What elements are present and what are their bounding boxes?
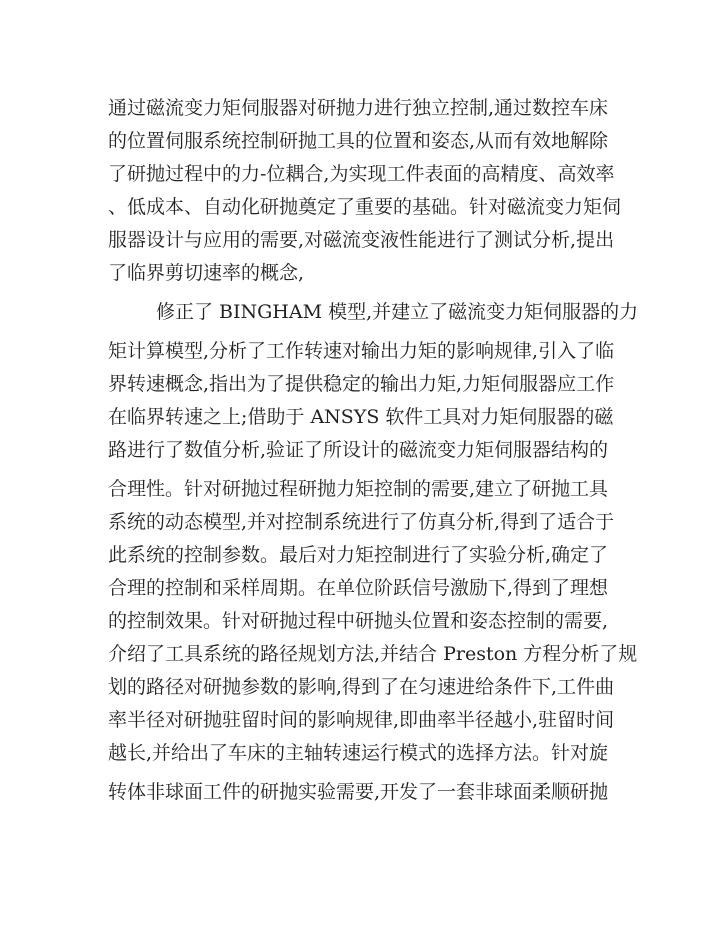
text-line-13: 系统的动态模型,并对控制系统进行了仿真分析,得到了适合于 bbox=[108, 511, 615, 533]
text-line-12: 合理性。针对研抛过程研抛力矩控制的需要,建立了研抛工具 bbox=[108, 478, 609, 500]
text-line-10: 在临界转速之上;借助于 ANSYS 软件工具对力矩伺服器的磁 bbox=[108, 406, 614, 428]
text-line-14: 此系统的控制参数。最后对力矩控制进行了实验分析,确定了 bbox=[108, 544, 609, 566]
text-line-9: 界转速概念,指出为了提供稳定的输出力矩,力矩伺服器应工作 bbox=[108, 373, 615, 395]
text-line-5: 服器设计与应用的需要,对磁流变液性能进行了测试分析,提出 bbox=[108, 229, 615, 251]
text-line-18: 划的路径对研抛参数的影响,得到了在匀速进给条件下,工件曲 bbox=[108, 676, 615, 698]
text-line-15: 合理的控制和采样周期。在单位阶跃信号激励下,得到了理想 bbox=[108, 577, 609, 599]
text-line-7: 修正了 BINGHAM 模型,并建立了磁流变力矩伺服器的力 bbox=[156, 301, 639, 323]
text-line-20: 越长,并给出了车床的主轴转速运行模式的选择方法。针对旋 bbox=[108, 742, 609, 764]
text-line-4: 、低成本、自动化研抛奠定了重要的基础。针对磁流变力矩伺 bbox=[108, 196, 622, 218]
text-line-21: 转体非球面工件的研抛实验需要,开发了一套非球面柔顺研抛 bbox=[108, 781, 609, 803]
text-line-1: 通过磁流变力矩伺服器对研抛力进行独立控制,通过数控车床 bbox=[108, 97, 609, 119]
text-line-11: 路进行了数值分析,验证了所设计的磁流变力矩伺服器结构的 bbox=[108, 439, 609, 461]
text-line-16: 的控制效果。针对研抛过程中研抛头位置和姿态控制的需要, bbox=[108, 610, 609, 632]
text-line-8: 矩计算模型,分析了工作转速对输出力矩的影响规律,引入了临 bbox=[108, 340, 615, 362]
text-line-17: 介绍了工具系统的路径规划方法,并结合 Preston 方程分析了规 bbox=[108, 643, 638, 665]
text-line-3: 了研抛过程中的力-位耦合,为实现工件表面的高精度、高效率 bbox=[108, 163, 615, 185]
text-line-2: 的位置伺服系统控制研抛工具的位置和姿态,从而有效地解除 bbox=[108, 130, 609, 152]
text-line-6: 了临界剪切速率的概念, bbox=[108, 262, 305, 284]
text-line-19: 率半径对研抛驻留时间的影响规律,即曲率半径越小,驻留时间 bbox=[108, 709, 615, 731]
